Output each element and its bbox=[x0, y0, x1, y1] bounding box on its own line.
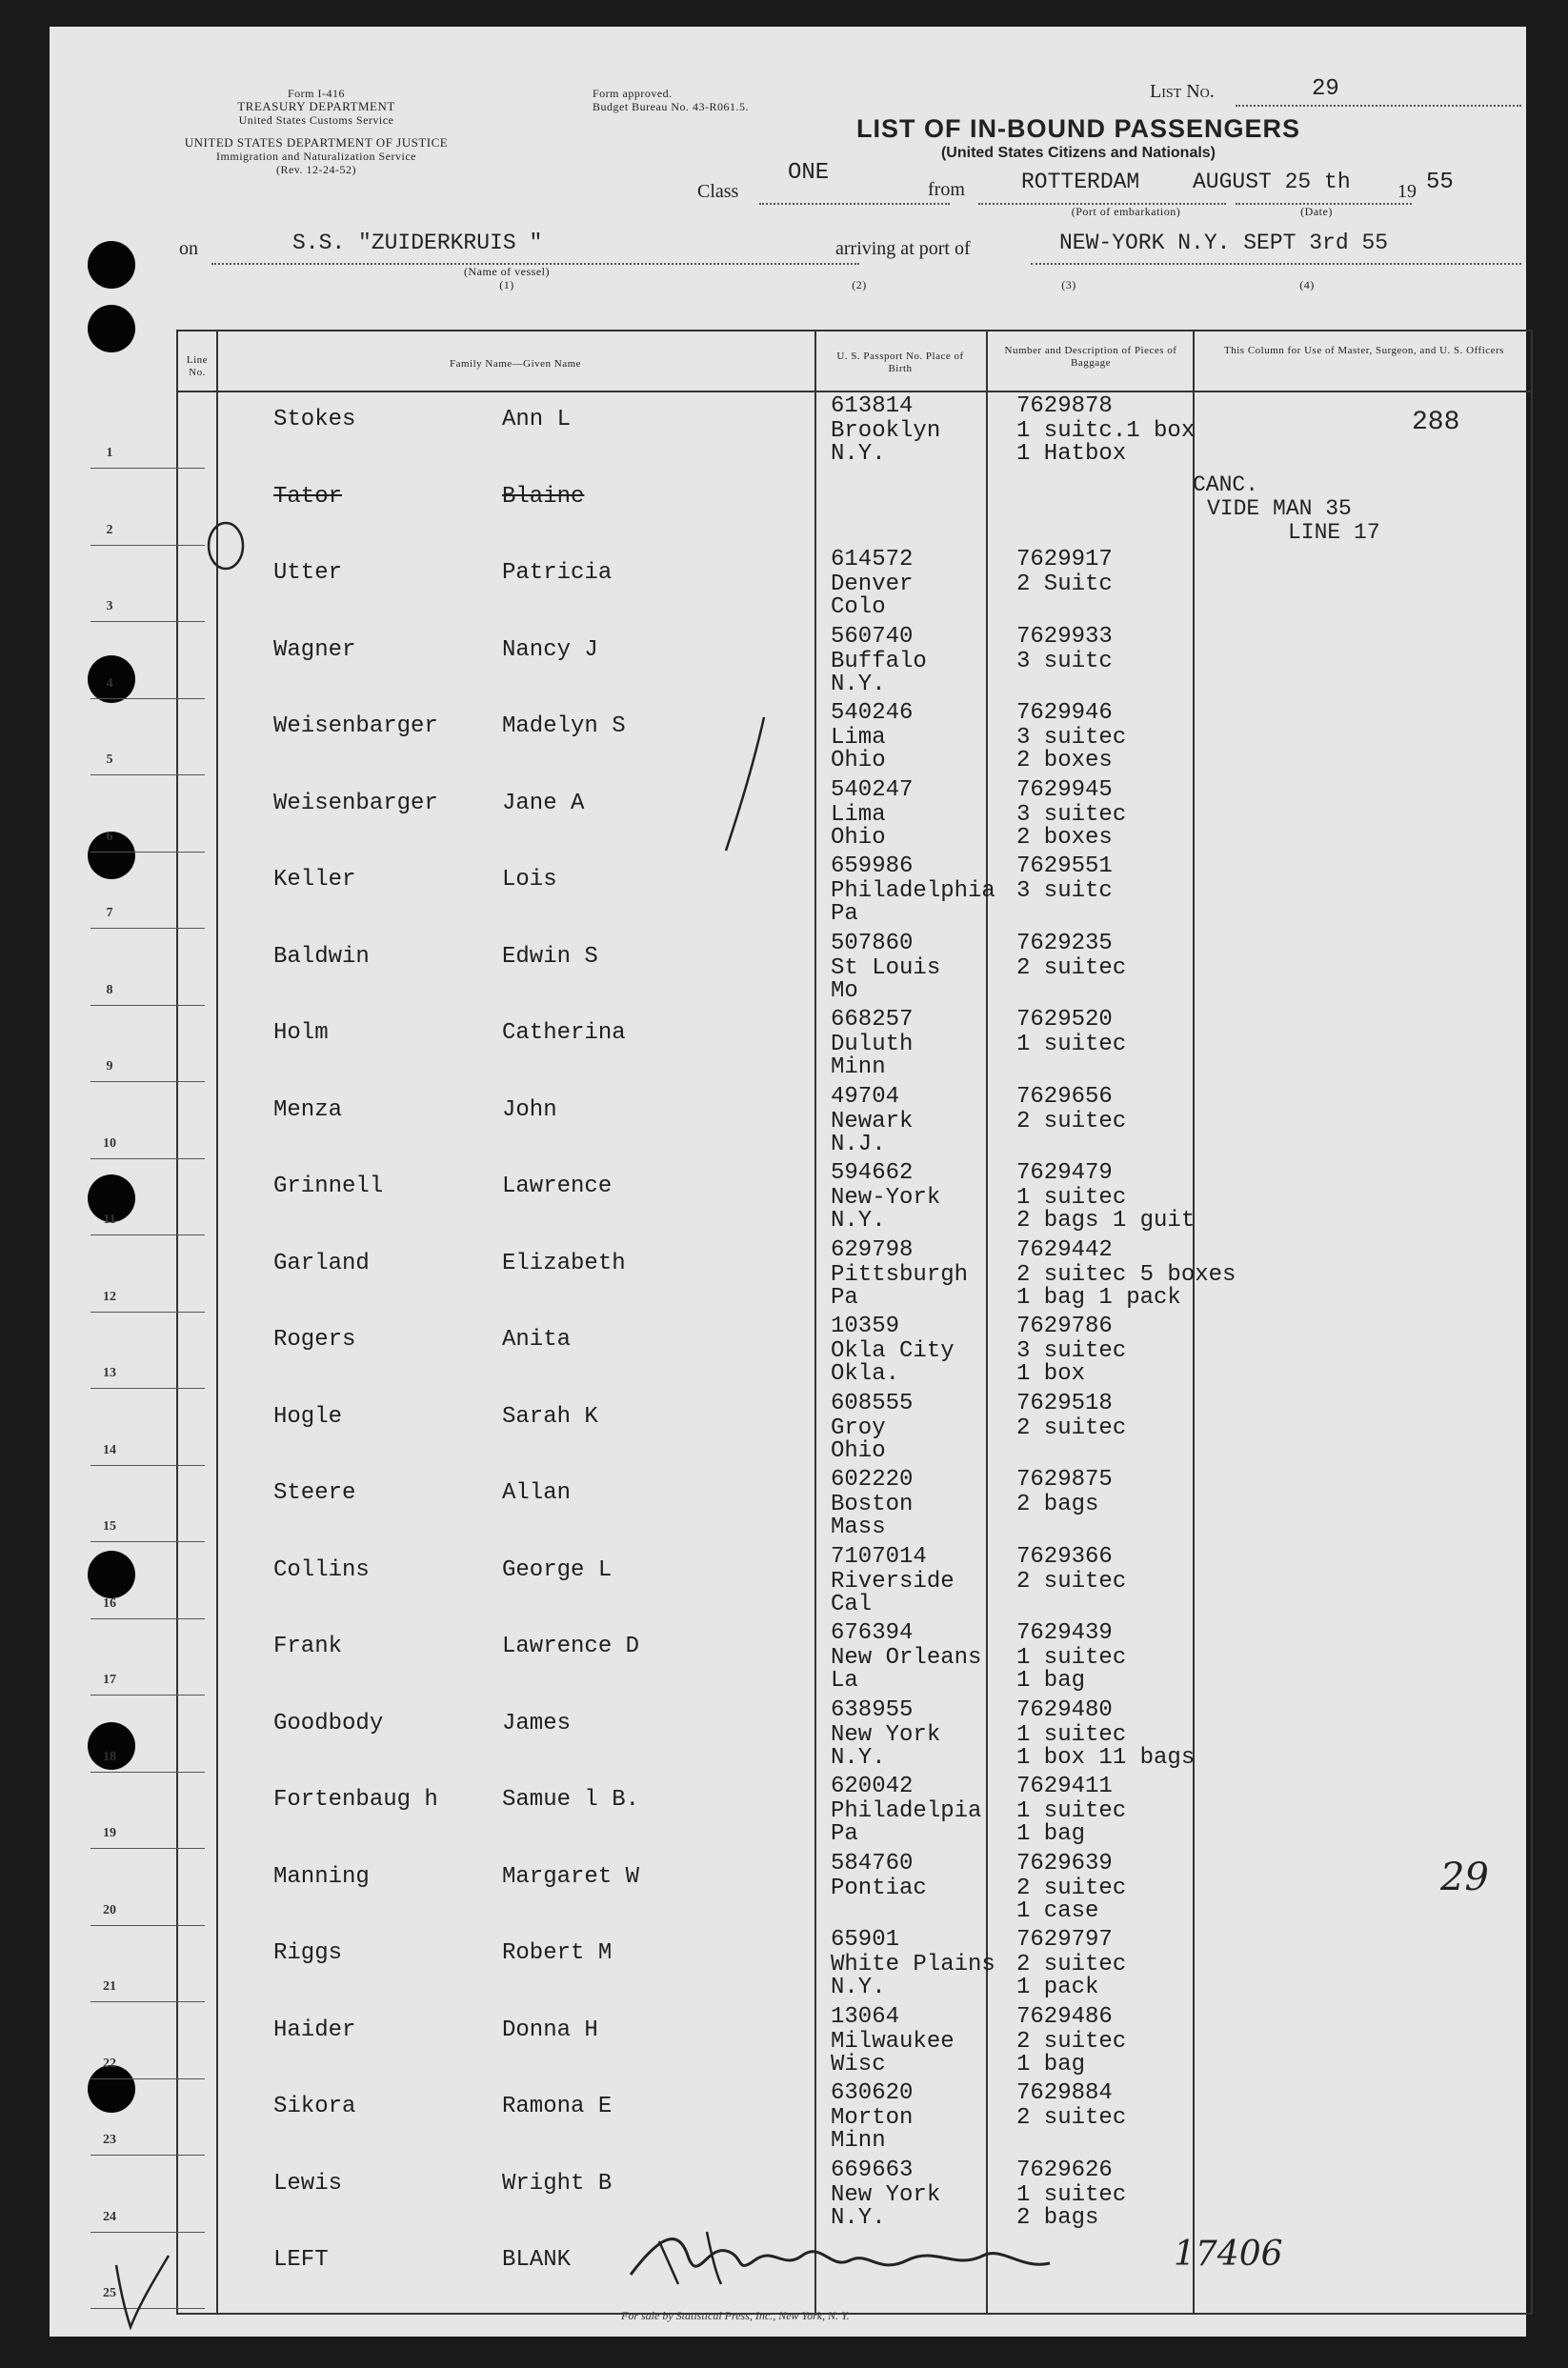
place-of-birth: White Plains bbox=[831, 1952, 995, 1977]
line-number: 20 bbox=[103, 1902, 116, 1917]
line-number: 3 bbox=[106, 599, 113, 613]
line-number: 4 bbox=[106, 675, 113, 691]
baggage-desc-extra: 2 boxes bbox=[1016, 824, 1113, 851]
line-number: 5 bbox=[106, 753, 113, 767]
signature-number: 17406 bbox=[1174, 2235, 1283, 2274]
budget-bureau: Budget Bureau No. 43-R061.5. bbox=[593, 100, 749, 113]
baggage-desc: 2 suitec bbox=[1016, 1415, 1127, 1441]
table-row bbox=[106, 853, 1531, 929]
baggage-desc: 1 suitec bbox=[1016, 1645, 1127, 1671]
table-row bbox=[106, 699, 1531, 775]
line-number: 19 bbox=[103, 1826, 116, 1840]
arrival-port: NEW-YORK N.Y. SEPT 3rd 55 bbox=[1059, 231, 1389, 255]
footer-note: For sale by Statistical Press, Inc., New York, N. Y. bbox=[621, 2309, 850, 2322]
table-row bbox=[106, 546, 1531, 622]
col-header-passport: U. S. Passport No. Place of Birth bbox=[836, 351, 964, 374]
given-name: Blaine bbox=[502, 483, 585, 510]
place-of-birth-state: Okla. bbox=[831, 1361, 900, 1387]
given-name: Catherina bbox=[502, 1020, 626, 1046]
baggage-number: 7629439 bbox=[1016, 1620, 1113, 1646]
place-of-birth-state: N.Y. bbox=[831, 2204, 886, 2231]
table-row bbox=[103, 1696, 1531, 1773]
passport-number: 669663 bbox=[831, 2157, 914, 2183]
baggage-number: 7629878 bbox=[1016, 393, 1113, 419]
baggage-desc-extra: 1 bag bbox=[1016, 2051, 1086, 2077]
family-name: Baldwin bbox=[273, 943, 370, 970]
passport-number: 620042 bbox=[831, 1774, 914, 1799]
justice-dept: UNITED STATES DEPARTMENT OF JUSTICE bbox=[184, 135, 449, 150]
place-of-birth-state: N.Y. bbox=[831, 1744, 886, 1771]
family-name: Collins bbox=[273, 1556, 370, 1583]
passport-number: 560740 bbox=[831, 623, 914, 650]
form-number: Form I-416 bbox=[288, 87, 345, 100]
punch-hole bbox=[88, 1551, 135, 1598]
passenger-table bbox=[103, 330, 1533, 2315]
cancel-note-1: CANC. bbox=[1193, 472, 1259, 497]
place-of-birth: Morton bbox=[831, 2105, 914, 2131]
passport-number: 540247 bbox=[831, 776, 914, 803]
passport-number: 608555 bbox=[831, 1390, 914, 1416]
table-row bbox=[103, 1619, 1531, 1696]
table-row bbox=[103, 2003, 1531, 2079]
baggage-desc-extra: 1 bag bbox=[1016, 1821, 1086, 1847]
line-number: 24 bbox=[103, 2209, 116, 2224]
passport-number: 507860 bbox=[831, 930, 914, 956]
given-name: BLANK bbox=[502, 2247, 572, 2273]
baggage-number: 7629639 bbox=[1016, 1850, 1113, 1876]
baggage-number: 7629917 bbox=[1016, 547, 1113, 572]
place-of-birth-state: Ohio bbox=[831, 824, 886, 851]
place-of-birth: Newark bbox=[831, 1108, 914, 1134]
place-of-birth: Pontiac bbox=[831, 1875, 927, 1901]
place-of-birth: New York bbox=[831, 2181, 941, 2208]
given-name: Lawrence bbox=[502, 1174, 613, 1199]
place-of-birth-state: N.Y. bbox=[831, 671, 886, 697]
year-value: 55 bbox=[1426, 170, 1454, 195]
place-of-birth: Philadelphia bbox=[831, 878, 995, 904]
passport-number: 629798 bbox=[831, 1236, 914, 1263]
line-number: 7 bbox=[106, 906, 113, 920]
baggage-number: 7629946 bbox=[1016, 700, 1113, 726]
baggage-desc-extra: 1 pack bbox=[1016, 1975, 1099, 2000]
family-name: Fortenbaug h bbox=[273, 1787, 438, 1813]
baggage-desc-extra: 2 bags 1 guit bbox=[1016, 1208, 1196, 1234]
family-name: Stokes bbox=[273, 407, 356, 432]
place-of-birth-state: N.J. bbox=[831, 1131, 886, 1157]
given-name: Sarah K bbox=[502, 1403, 598, 1430]
line-number: 2 bbox=[106, 522, 113, 537]
customs-service: United States Customs Service bbox=[238, 113, 394, 127]
place-of-birth: Pittsburgh bbox=[831, 1261, 969, 1288]
table-row bbox=[103, 1773, 1531, 1849]
line-number: 9 bbox=[106, 1059, 113, 1074]
line-number: 1 bbox=[106, 446, 113, 460]
checkmark-icon bbox=[107, 2246, 173, 2332]
place-of-birth: Okla City bbox=[831, 1338, 955, 1364]
given-name: Patricia bbox=[502, 560, 613, 586]
baggage-desc-extra: 1 bag 1 pack bbox=[1016, 1284, 1181, 1311]
family-name: Keller bbox=[273, 867, 356, 893]
baggage-desc: 3 suitec bbox=[1016, 801, 1127, 828]
passport-number: 602220 bbox=[831, 1467, 914, 1493]
baggage-desc: 2 suitec bbox=[1016, 2105, 1127, 2131]
line-number: 25 bbox=[103, 2286, 116, 2300]
count-annotation: 288 bbox=[1412, 408, 1460, 437]
place-of-birth-state: Pa bbox=[831, 901, 858, 927]
line-number: 16 bbox=[103, 1595, 116, 1611]
family-name: Menza bbox=[273, 1096, 343, 1123]
place-of-birth: Riverside bbox=[831, 1568, 955, 1595]
baggage-number: 7629933 bbox=[1016, 623, 1113, 650]
table-row bbox=[103, 2079, 1531, 2156]
place-of-birth-state: N.Y. bbox=[831, 1208, 886, 1234]
passport-number: 613814 bbox=[831, 393, 914, 419]
given-name: Edwin S bbox=[502, 943, 598, 970]
place-of-birth: Lima bbox=[831, 801, 886, 828]
passport-number: 540246 bbox=[831, 700, 914, 726]
line-number: 8 bbox=[106, 982, 113, 997]
page-subtitle: (United States Citizens and Nationals) bbox=[940, 145, 1216, 161]
given-name: Samue l B. bbox=[502, 1787, 640, 1813]
passport-number: 584760 bbox=[831, 1850, 914, 1876]
place-of-birth-state: La bbox=[831, 1668, 858, 1694]
line-number: 21 bbox=[103, 1979, 116, 1994]
given-name: James bbox=[502, 1710, 572, 1736]
revision: (Rev. 12-24-52) bbox=[275, 163, 357, 176]
family-name: Frank bbox=[273, 1634, 343, 1659]
note-1: (1) bbox=[499, 278, 514, 291]
table-row bbox=[103, 1543, 1531, 1619]
baggage-number: 7629520 bbox=[1016, 1007, 1113, 1033]
baggage-desc: 1 suitec bbox=[1016, 1032, 1127, 1057]
table-row bbox=[106, 1006, 1531, 1082]
note-4: (4) bbox=[1299, 278, 1315, 291]
note-3: (3) bbox=[1061, 278, 1076, 291]
arriving-label: arriving at port of bbox=[835, 238, 971, 259]
line-number: 11 bbox=[103, 1213, 116, 1227]
family-name: Holm bbox=[273, 1020, 329, 1046]
baggage-number: 7629786 bbox=[1016, 1314, 1113, 1339]
passport-number: 614572 bbox=[831, 547, 914, 572]
table-row bbox=[106, 776, 1531, 853]
given-name: Nancy J bbox=[502, 636, 598, 663]
baggage-desc: 1 suitc.1 box bbox=[1016, 418, 1196, 444]
baggage-number: 7629945 bbox=[1016, 776, 1113, 803]
baggage-number: 7629656 bbox=[1016, 1083, 1113, 1110]
place-of-birth: Lima bbox=[831, 725, 886, 751]
from-label: from bbox=[928, 179, 965, 200]
date-embarkation: AUGUST 25 th bbox=[1193, 170, 1351, 194]
given-name: Wright B bbox=[502, 2170, 613, 2197]
year-prefix: 19 bbox=[1397, 181, 1417, 202]
baggage-desc: 2 bags bbox=[1016, 1492, 1099, 1517]
cancel-note-2: VIDE MAN 35 bbox=[1207, 496, 1352, 521]
baggage-number: 7629551 bbox=[1016, 853, 1113, 879]
line-number: 22 bbox=[103, 2056, 116, 2071]
baggage-number: 7629479 bbox=[1016, 1160, 1113, 1186]
passport-number: 65901 bbox=[831, 1927, 900, 1953]
place-of-birth: New-York bbox=[831, 1185, 941, 1211]
passport-number: 676394 bbox=[831, 1620, 914, 1646]
col-header-name: Family Name—Given Name bbox=[449, 358, 582, 370]
given-name: George L bbox=[502, 1556, 613, 1583]
baggage-desc-extra: 1 box 11 bags bbox=[1016, 1744, 1196, 1771]
place-of-birth-state: N.Y. bbox=[831, 1975, 886, 2000]
family-name: Haider bbox=[273, 2017, 356, 2043]
line-number: 23 bbox=[103, 2133, 116, 2147]
given-name: John bbox=[502, 1096, 557, 1123]
table-row bbox=[103, 1236, 1531, 1313]
baggage-desc: 1 suitec bbox=[1016, 1798, 1127, 1824]
baggage-number: 7629235 bbox=[1016, 930, 1113, 956]
family-name: Manning bbox=[273, 1863, 370, 1890]
baggage-desc-extra: 2 bags bbox=[1016, 2204, 1099, 2231]
baggage-number: 7629626 bbox=[1016, 2157, 1113, 2183]
baggage-desc-extra: 1 Hatbox bbox=[1016, 441, 1127, 467]
place-of-birth-state: Pa bbox=[831, 1284, 858, 1311]
family-name: Tator bbox=[273, 483, 343, 510]
manifest-page bbox=[50, 27, 1526, 2337]
baggage-desc: 2 Suitc bbox=[1016, 572, 1113, 597]
line-number: 12 bbox=[103, 1289, 116, 1304]
baggage-desc-extra: 1 bag bbox=[1016, 1668, 1086, 1694]
vessel-name: S.S. "ZUIDERKRUIS " bbox=[292, 231, 543, 255]
line-number: 15 bbox=[103, 1519, 116, 1534]
ins-service: Immigration and Naturalization Service bbox=[216, 150, 416, 163]
given-name: Ann L bbox=[502, 407, 572, 432]
place-of-birth: Duluth bbox=[831, 1032, 914, 1057]
table-row bbox=[103, 1083, 1531, 1159]
baggage-desc: 1 suitec bbox=[1016, 2181, 1127, 2208]
baggage-number: 7629875 bbox=[1016, 1467, 1113, 1493]
table-row bbox=[106, 392, 1531, 469]
place-of-birth-state: Mass bbox=[831, 1515, 886, 1540]
baggage-desc: 2 suitec bbox=[1016, 1875, 1127, 1901]
arrival-line bbox=[1031, 263, 1521, 265]
place-of-birth-state: Ohio bbox=[831, 1437, 886, 1464]
place-of-birth: Philadelpia bbox=[831, 1798, 982, 1824]
punch-hole bbox=[88, 305, 135, 352]
list-no-label: List No. bbox=[1150, 81, 1215, 102]
line-number: 10 bbox=[103, 1135, 116, 1151]
baggage-desc-extra: 1 case bbox=[1016, 1897, 1099, 1924]
col-header-officers: This Column for Use of Master, Surgeon, and U. S. Officers bbox=[1224, 345, 1504, 356]
baggage-desc-extra: 2 boxes bbox=[1016, 748, 1113, 773]
given-name: Donna H bbox=[502, 2017, 598, 2043]
baggage-desc: 3 suitc bbox=[1016, 648, 1113, 674]
family-name: Goodbody bbox=[273, 1710, 384, 1736]
place-of-birth: New York bbox=[831, 1721, 941, 1748]
baggage-desc: 2 suitec bbox=[1016, 1568, 1127, 1595]
place-of-birth-state: Colo bbox=[831, 594, 886, 620]
given-name: Margaret W bbox=[502, 1863, 640, 1890]
place-of-birth-state: Minn bbox=[831, 1054, 886, 1080]
baggage-number: 7629518 bbox=[1016, 1390, 1113, 1416]
baggage-desc: 3 suitec bbox=[1016, 725, 1127, 751]
given-name: Allan bbox=[502, 1480, 572, 1506]
baggage-desc: 2 suitec bbox=[1016, 2028, 1127, 2055]
table-row bbox=[106, 930, 1531, 1006]
place-of-birth: St Louis bbox=[831, 954, 941, 981]
given-name: Jane A bbox=[502, 790, 585, 816]
family-name: Hogle bbox=[273, 1403, 343, 1430]
table-row bbox=[103, 1159, 1531, 1235]
baggage-desc: 2 suitec bbox=[1016, 1108, 1127, 1134]
form-approved: Form approved. bbox=[593, 87, 673, 100]
baggage-number: 7629411 bbox=[1016, 1774, 1113, 1799]
given-name: Robert M bbox=[502, 1940, 613, 1966]
family-name: Weisenbarger bbox=[273, 790, 438, 816]
table-row bbox=[103, 1313, 1531, 1389]
table-row bbox=[106, 623, 1531, 699]
place-of-birth-state: Ohio bbox=[831, 748, 886, 773]
place-of-birth: Brooklyn bbox=[831, 418, 941, 444]
passport-number: 659986 bbox=[831, 853, 914, 879]
table-row bbox=[103, 1466, 1531, 1542]
baggage-desc: 2 suitec bbox=[1016, 1952, 1127, 1977]
family-name: Lewis bbox=[273, 2170, 343, 2197]
place-of-birth-state: Cal bbox=[831, 1591, 873, 1617]
baggage-number: 7629480 bbox=[1016, 1696, 1113, 1723]
family-name: LEFT bbox=[273, 2247, 329, 2273]
given-name: Elizabeth bbox=[502, 1250, 626, 1276]
note-2: (2) bbox=[852, 278, 867, 291]
family-name: Weisenbarger bbox=[273, 713, 438, 739]
signature-icon bbox=[621, 2217, 1097, 2294]
passport-number: 49704 bbox=[831, 1083, 900, 1110]
line-number: 17 bbox=[103, 1673, 116, 1687]
circle-mark-icon bbox=[202, 517, 250, 574]
on-label: on bbox=[179, 238, 198, 259]
passport-number: 594662 bbox=[831, 1160, 914, 1186]
col-header-line: Line No. bbox=[186, 354, 209, 378]
given-name: Lawrence D bbox=[502, 1634, 640, 1659]
page-count-annotation: 29 bbox=[1440, 1856, 1489, 1899]
place-of-birth: Milwaukee bbox=[831, 2028, 955, 2055]
place-of-birth: Denver bbox=[831, 572, 914, 597]
place-of-birth: New Orleans bbox=[831, 1645, 982, 1671]
line-number: 14 bbox=[103, 1442, 116, 1457]
treasury-dept: TREASURY DEPARTMENT bbox=[237, 99, 395, 113]
place-of-birth: Groy bbox=[831, 1415, 886, 1441]
baggage-desc: 3 suitc bbox=[1016, 878, 1113, 904]
class-label: Class bbox=[697, 181, 739, 202]
line-number: 6 bbox=[106, 829, 113, 844]
date-note: (Date) bbox=[1300, 205, 1333, 218]
place-of-birth-state: Mo bbox=[831, 977, 858, 1004]
baggage-desc: 1 suitec bbox=[1016, 1185, 1127, 1211]
passport-number: 638955 bbox=[831, 1696, 914, 1723]
baggage-desc-extra: 1 box bbox=[1016, 1361, 1086, 1387]
family-name: Grinnell bbox=[273, 1174, 384, 1199]
punch-hole bbox=[88, 2065, 135, 2113]
place-of-birth-state: Wisc bbox=[831, 2051, 886, 2077]
family-name: Steere bbox=[273, 1480, 356, 1506]
baggage-number: 7629797 bbox=[1016, 1927, 1113, 1953]
passport-number: 668257 bbox=[831, 1007, 914, 1033]
family-name: Rogers bbox=[273, 1327, 356, 1353]
family-name: Sikora bbox=[273, 2094, 356, 2119]
table-row bbox=[103, 1926, 1531, 2002]
place-of-birth-state: Minn bbox=[831, 2128, 886, 2154]
punch-hole bbox=[88, 241, 135, 289]
given-name: Lois bbox=[502, 867, 557, 893]
vessel-note: (Name of vessel) bbox=[464, 265, 550, 278]
baggage-desc: 2 suitec 5 boxes bbox=[1016, 1261, 1236, 1288]
port-embarkation-note: (Port of embarkation) bbox=[1071, 205, 1181, 218]
given-name: Anita bbox=[502, 1327, 572, 1353]
line-number: 18 bbox=[103, 1749, 116, 1764]
place-of-birth-state: Pa bbox=[831, 1821, 858, 1847]
baggage-desc: 1 suitec bbox=[1016, 1721, 1127, 1748]
passport-number: 13064 bbox=[831, 2003, 900, 2030]
list-no-line bbox=[1236, 105, 1521, 107]
table-row bbox=[103, 1390, 1531, 1466]
family-name: Utter bbox=[273, 560, 343, 586]
line-number: 13 bbox=[103, 1366, 116, 1380]
given-name: Madelyn S bbox=[502, 713, 626, 739]
baggage-number: 7629884 bbox=[1016, 2080, 1113, 2106]
list-no-value: 29 bbox=[1312, 76, 1339, 102]
baggage-number: 7629486 bbox=[1016, 2003, 1113, 2030]
passport-number: 10359 bbox=[831, 1314, 900, 1339]
place-of-birth-state: N.Y. bbox=[831, 441, 886, 467]
page-title: LIST OF IN-BOUND PASSENGERS bbox=[855, 114, 1301, 143]
baggage-number: 7629366 bbox=[1016, 1543, 1113, 1570]
family-name: Garland bbox=[273, 1250, 370, 1276]
baggage-desc: 2 suitec bbox=[1016, 954, 1127, 981]
table-row bbox=[103, 1850, 1531, 1926]
family-name: Riggs bbox=[273, 1940, 343, 1966]
given-name: Ramona E bbox=[502, 2094, 613, 2119]
passport-number: 7107014 bbox=[831, 1543, 927, 1570]
class-line bbox=[759, 203, 950, 205]
baggage-number: 7629442 bbox=[1016, 1236, 1113, 1263]
class-value: ONE bbox=[788, 160, 830, 186]
col-header-baggage: Number and Description of Pieces of Baggage bbox=[1004, 345, 1177, 369]
slash-mark-icon bbox=[716, 712, 774, 855]
passport-number: 630620 bbox=[831, 2080, 914, 2106]
family-name: Wagner bbox=[273, 636, 356, 663]
place-of-birth: Boston bbox=[831, 1492, 914, 1517]
baggage-desc: 3 suitec bbox=[1016, 1338, 1127, 1364]
cancel-note-3: LINE 17 bbox=[1288, 520, 1380, 545]
place-of-birth: Buffalo bbox=[831, 648, 927, 674]
port-embarkation: ROTTERDAM bbox=[1021, 170, 1140, 194]
